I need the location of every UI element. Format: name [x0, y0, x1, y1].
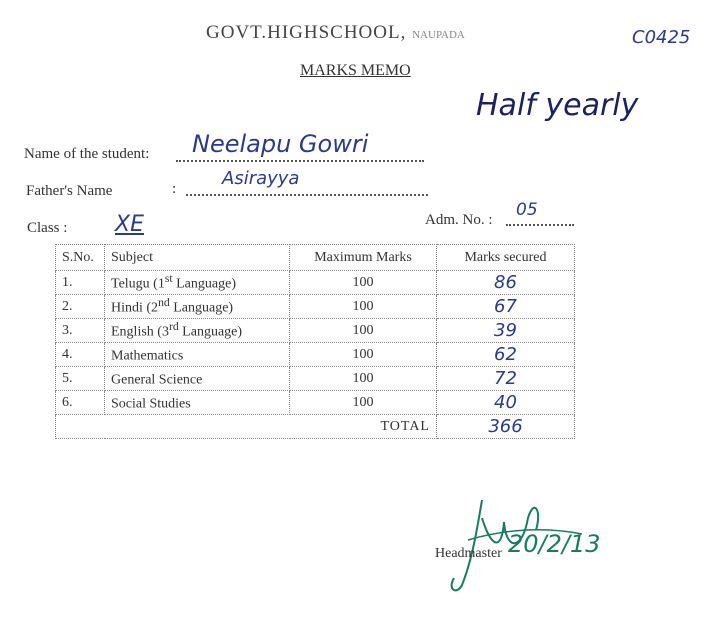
row-marks-secured: 72: [437, 367, 575, 391]
table-row: [56, 271, 575, 295]
table-row: [56, 295, 575, 319]
row-subject: Mathematics: [105, 343, 290, 367]
row-subject: Social Studies: [105, 391, 290, 415]
exam-type: Half yearly: [476, 88, 639, 123]
father-name-dotline: [186, 194, 428, 196]
school-name: GOVT.HIGHSCHOOL,: [206, 22, 407, 43]
row-marks-secured: 86: [437, 271, 575, 295]
table-row: [56, 391, 575, 415]
row-max-marks: 100: [290, 295, 437, 319]
row-sno: 2.: [56, 295, 105, 319]
row-subject: English (3rd Language): [105, 319, 290, 343]
row-sno: 5.: [56, 367, 105, 391]
row-max-marks: 100: [290, 367, 437, 391]
student-name-label: Name of the student:: [24, 146, 150, 162]
header-sno: S.No.: [56, 245, 105, 271]
admission-number-value: 05: [516, 200, 538, 220]
total-label: TOTAL: [56, 415, 437, 439]
header-subject: Subject: [105, 245, 290, 271]
father-name-label: Father's Name: [26, 183, 113, 199]
row-subject: Telugu (1st Language): [105, 271, 290, 295]
admission-number-dotline: [506, 224, 574, 226]
table-row: [56, 367, 575, 391]
row-subject: Hindi (2nd Language): [105, 295, 290, 319]
student-name-dotline: [176, 160, 424, 162]
table-row: [56, 343, 575, 367]
signature-date: 20/2/13: [508, 530, 601, 558]
total-value: 366: [437, 415, 575, 439]
row-marks-secured: 62: [437, 343, 575, 367]
class-value: XE: [115, 212, 144, 237]
row-marks-secured: 67: [437, 295, 575, 319]
memo-title: MARKS MEMO: [300, 62, 411, 79]
student-name-value: Neelapu Gowri: [192, 130, 369, 158]
row-max-marks: 100: [290, 343, 437, 367]
header-marks-secured: Marks secured: [437, 245, 575, 271]
reference-number: C0425: [632, 27, 691, 48]
father-name-colon: :: [172, 181, 177, 197]
row-sno: 6.: [56, 391, 105, 415]
row-max-marks: 100: [290, 391, 437, 415]
marks-table: [55, 244, 575, 439]
school-town: NAUPADA: [412, 29, 465, 41]
row-marks-secured: 39: [437, 319, 575, 343]
headmaster-label: Headmaster: [435, 546, 502, 561]
row-max-marks: 100: [290, 271, 437, 295]
row-sno: 3.: [56, 319, 105, 343]
row-subject: General Science: [105, 367, 290, 391]
class-label: Class :: [27, 220, 68, 236]
row-sno: 4.: [56, 343, 105, 367]
table-row: [56, 319, 575, 343]
header-max-marks: Maximum Marks: [290, 245, 437, 271]
total-row: [56, 415, 575, 439]
table-header-row: [56, 245, 575, 271]
row-sno: 1.: [56, 271, 105, 295]
row-max-marks: 100: [290, 319, 437, 343]
school-title: [206, 22, 465, 44]
admission-number-label: Adm. No. :: [425, 212, 493, 228]
row-marks-secured: 40: [437, 391, 575, 415]
father-name-value: Asirayya: [222, 168, 300, 189]
